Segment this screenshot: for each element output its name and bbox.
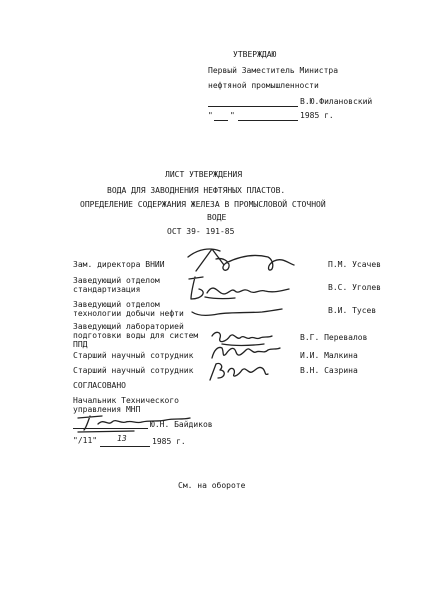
approval-heading: УТВЕРЖДАЮ <box>233 50 277 59</box>
approval-signature-line <box>208 106 298 107</box>
agreed-line1: Начальник Технического <box>73 396 179 405</box>
signer-role: ППД <box>73 340 88 349</box>
signer-role: подготовки воды для систем <box>73 331 199 340</box>
agreed-year: 1985 г. <box>152 437 186 446</box>
approval-month-line <box>238 120 298 121</box>
agreed-line2: управления МНП <box>73 405 141 414</box>
agreed-signature-line <box>73 428 148 429</box>
agreed-name: Ю.Н. Байдиков <box>150 420 213 429</box>
approval-line1: Первый Заместитель Министра <box>208 66 339 75</box>
document-title-line3: ВОДЕ <box>207 213 227 222</box>
signer-name: В.И. Тусев <box>328 306 377 315</box>
signer-role: Заведующий лабораторией <box>73 322 184 331</box>
signature-sazrina <box>206 358 276 386</box>
signature-ugolev <box>185 273 305 303</box>
signer-name: И.И. Малкина <box>300 351 358 360</box>
approval-quote-open: " <box>208 111 213 120</box>
footer-note: См. на обороте <box>178 481 246 490</box>
agreed-heading: СОГЛАСОВАНО <box>73 381 126 390</box>
document-title-line2: ОПРЕДЕЛЕНИЕ СОДЕРЖАНИЯ ЖЕЛЕЗА В ПРОМЫСЛОВОЙ СТОЧНОЙ <box>80 200 326 209</box>
signer-name: В.С. Уголев <box>328 283 381 292</box>
standard-number: ОСТ 39- 191-85 <box>167 227 235 236</box>
signer-role: Заведующий отделом <box>73 276 160 285</box>
signer-name: В.Н. Сазрина <box>300 366 358 375</box>
signer-role: Заведующий отделом <box>73 300 160 309</box>
document-title-line1: ВОДА ДЛЯ ЗАВОДНЕНИЯ НЕФТЯНЫХ ПЛАСТОВ. <box>107 186 286 195</box>
approval-year: 1985 г. <box>300 111 334 120</box>
signer-name: П.М. Усачев <box>328 260 381 269</box>
agreed-date-month: 13 <box>117 434 127 443</box>
agreed-date-day: "/11" <box>73 436 98 445</box>
signer-name: В.Г. Перевалов <box>300 333 368 342</box>
signer-role: Старший научный сотрудник <box>73 351 194 360</box>
signer-role: технологии добычи нефти <box>73 309 184 318</box>
approval-day-line <box>214 120 228 121</box>
agreed-date-line <box>100 446 150 447</box>
signer-role: Зам. директора ВНИИ <box>73 260 165 269</box>
approval-signatory: В.Ю.Филановский <box>300 97 373 106</box>
signer-role: Старший научный сотрудник <box>73 366 194 375</box>
signer-role: стандартизация <box>73 285 141 294</box>
sheet-title: ЛИСТ УТВЕРЖДЕНИЯ <box>165 170 243 179</box>
signature-tusev <box>188 300 288 320</box>
approval-line2: нефтяной промышленности <box>208 81 319 90</box>
signature-usachev <box>182 243 302 277</box>
approval-quote-close: " <box>230 111 235 120</box>
